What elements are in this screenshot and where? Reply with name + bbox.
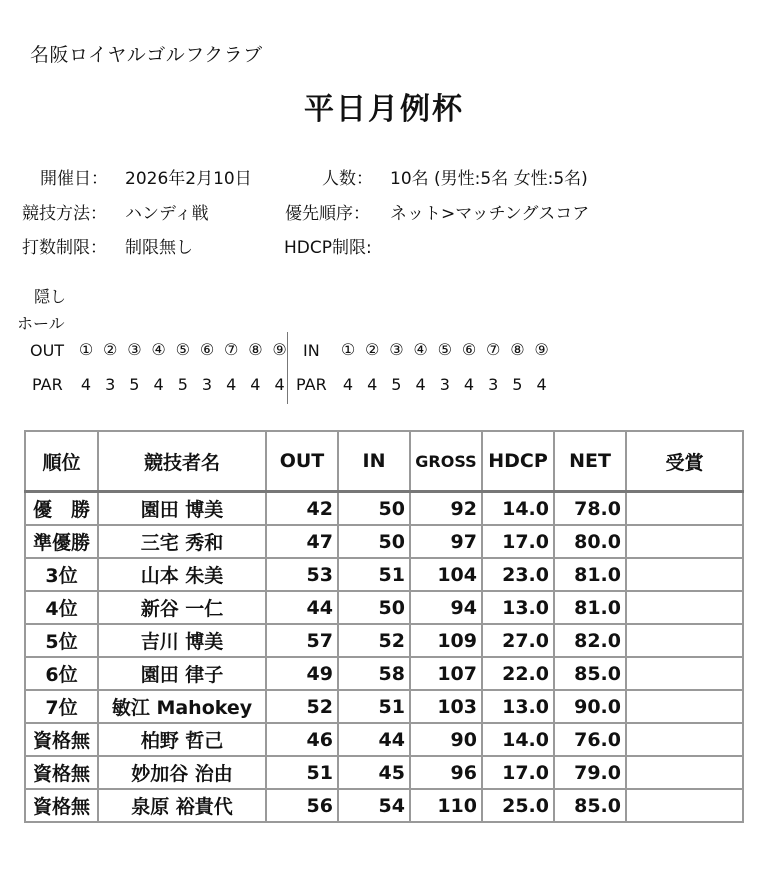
cell-net: 81.0 (554, 558, 626, 591)
out-hole-1: ① (78, 340, 94, 359)
cell-gross: 107 (410, 657, 482, 690)
in-par-9: 4 (536, 375, 547, 394)
col-award: 受賞 (626, 431, 743, 492)
hidden-hole-label-2: ホール (17, 314, 65, 333)
cell-name: 三宅 秀和 (98, 525, 266, 558)
col-out: OUT (266, 431, 338, 492)
cell-hdcp: 23.0 (482, 558, 554, 591)
cell-in: 50 (338, 591, 410, 624)
out-hole-5: ⑤ (175, 340, 190, 359)
in-par-6: 4 (463, 375, 475, 394)
cell-award (626, 723, 743, 756)
cell-gross: 97 (410, 525, 482, 558)
cell-net: 82.0 (554, 624, 626, 657)
cell-gross: 92 (410, 492, 482, 526)
out-par-9: 4 (274, 375, 285, 394)
out-par-8: 4 (250, 375, 261, 394)
cell-award (626, 591, 743, 624)
cell-award (626, 558, 743, 591)
cell-rank: 資格無 (25, 756, 98, 789)
in-hole-7: ⑦ (486, 340, 501, 359)
cell-gross: 104 (410, 558, 482, 591)
out-hole-7: ⑦ (224, 340, 239, 359)
cell-hdcp: 13.0 (482, 690, 554, 723)
cell-award (626, 657, 743, 690)
cell-hdcp: 17.0 (482, 525, 554, 558)
cell-rank: 準優勝 (25, 525, 98, 558)
cell-in: 51 (338, 558, 410, 591)
in-hole-4: ④ (413, 340, 428, 359)
table-row (25, 624, 743, 657)
in-hole-1: ① (340, 340, 356, 359)
in-hole-8: ⑧ (510, 340, 525, 359)
out-hole-8: ⑧ (248, 340, 263, 359)
cell-in: 52 (338, 624, 410, 657)
par-label-in: PAR (296, 375, 327, 394)
cell-in: 50 (338, 525, 410, 558)
priority-value: ネット>マッチングスコア (390, 204, 590, 224)
cell-out: 49 (266, 657, 338, 690)
in-label: IN (303, 341, 320, 360)
cell-hdcp: 13.0 (482, 591, 554, 624)
cell-hdcp: 14.0 (482, 723, 554, 756)
cell-name: 園田 律子 (98, 657, 266, 690)
count-label: 人数： (322, 169, 373, 189)
cell-rank: 7位 (25, 690, 98, 723)
out-hole-4: ④ (151, 340, 166, 359)
cell-name: 山本 朱美 (98, 558, 266, 591)
cell-hdcp: 25.0 (482, 789, 554, 822)
limit-value: 制限無し (125, 238, 193, 258)
cell-award (626, 492, 743, 526)
out-par-6: 3 (201, 375, 213, 394)
cell-out: 47 (266, 525, 338, 558)
col-gross: GROSS (410, 431, 482, 492)
cell-rank: 3位 (25, 558, 98, 591)
cell-gross: 90 (410, 723, 482, 756)
table-row (25, 558, 743, 591)
cell-in: 54 (338, 789, 410, 822)
in-par-7: 3 (488, 375, 499, 394)
cell-in: 51 (338, 690, 410, 723)
cell-gross: 94 (410, 591, 482, 624)
cell-out: 53 (266, 558, 338, 591)
cell-out: 42 (266, 492, 338, 526)
cell-hdcp: 22.0 (482, 657, 554, 690)
method-label: 競技方法： (22, 204, 107, 224)
cell-award (626, 624, 743, 657)
table-row (25, 690, 743, 723)
cell-out: 56 (266, 789, 338, 822)
date-label: 開催日： (40, 169, 108, 189)
out-hole-6: ⑥ (199, 340, 215, 359)
cell-out: 57 (266, 624, 338, 657)
out-hole-2: ② (103, 340, 118, 359)
out-label: OUT (30, 341, 65, 360)
col-net: NET (554, 431, 626, 492)
in-par-2: 4 (367, 375, 378, 394)
in-hole-3: ③ (389, 340, 404, 359)
cell-net: 78.0 (554, 492, 626, 526)
cell-gross: 96 (410, 756, 482, 789)
cell-in: 45 (338, 756, 410, 789)
hole-divider (287, 332, 288, 404)
cell-net: 80.0 (554, 525, 626, 558)
cell-name: 妙加谷 治由 (98, 756, 266, 789)
cell-award (626, 525, 743, 558)
col-hdcp: HDCP (482, 431, 554, 492)
cell-in: 50 (338, 492, 410, 526)
col-rank: 順位 (25, 431, 98, 492)
cell-name: 敏江 Mahokey (98, 690, 266, 723)
table-row (25, 789, 743, 822)
cell-net: 79.0 (554, 756, 626, 789)
method-value: ハンディ戦 (125, 204, 209, 224)
cell-award (626, 756, 743, 789)
out-par-7: 4 (226, 375, 237, 394)
table-row (25, 756, 743, 789)
in-par-5: 3 (439, 375, 450, 394)
col-in: IN (338, 431, 410, 492)
cell-out: 44 (266, 591, 338, 624)
results-table (24, 430, 744, 823)
in-hole-5: ⑤ (437, 340, 452, 359)
out-hole-3: ③ (127, 340, 142, 359)
out-par-3: 5 (129, 375, 140, 394)
in-par-3: 5 (391, 375, 402, 394)
out-hole-9: ⑨ (272, 340, 287, 359)
cell-out: 51 (266, 756, 338, 789)
club-name: 名阪ロイヤルゴルフクラブ (30, 44, 263, 66)
in-hole-9: ⑨ (534, 340, 549, 359)
cell-rank: 資格無 (25, 789, 98, 822)
cell-net: 76.0 (554, 723, 626, 756)
cell-out: 46 (266, 723, 338, 756)
cell-gross: 110 (410, 789, 482, 822)
cell-name: 園田 博美 (98, 492, 266, 526)
cell-gross: 103 (410, 690, 482, 723)
cell-rank: 5位 (25, 624, 98, 657)
hidden-hole-label-1: 隠し (34, 287, 67, 306)
cell-in: 58 (338, 657, 410, 690)
cell-hdcp: 27.0 (482, 624, 554, 657)
cell-rank: 4位 (25, 591, 98, 624)
cell-hdcp: 17.0 (482, 756, 554, 789)
table-row (25, 591, 743, 624)
cell-gross: 109 (410, 624, 482, 657)
out-par-4: 4 (153, 375, 164, 394)
count-value: 10名 (男性:5名 女性:5名) (390, 169, 588, 189)
cell-hdcp: 14.0 (482, 492, 554, 526)
cell-out: 52 (266, 690, 338, 723)
in-par-4: 4 (415, 375, 426, 394)
limit-label: 打数制限： (22, 238, 107, 258)
cell-net: 81.0 (554, 591, 626, 624)
priority-label: 優先順序： (285, 204, 370, 224)
in-hole-2: ② (365, 340, 380, 359)
cell-award (626, 690, 743, 723)
date-value: 2026年2月10日 (125, 169, 252, 189)
par-label-out: PAR (32, 375, 63, 394)
col-name: 競技者名 (98, 431, 266, 492)
cell-net: 85.0 (554, 657, 626, 690)
cell-name: 泉原 裕貴代 (98, 789, 266, 822)
cell-name: 柏野 哲己 (98, 723, 266, 756)
in-par-1: 4 (342, 375, 354, 394)
cell-award (626, 789, 743, 822)
table-row (25, 492, 743, 526)
out-par-1: 4 (80, 375, 92, 394)
table-row (25, 657, 743, 690)
table-row (25, 723, 743, 756)
cell-rank: 優 勝 (25, 492, 98, 526)
cell-net: 85.0 (554, 789, 626, 822)
hdcp-limit-label: HDCP制限: (284, 238, 372, 258)
cell-rank: 6位 (25, 657, 98, 690)
cell-name: 新谷 一仁 (98, 591, 266, 624)
out-par-5: 5 (177, 375, 188, 394)
page-title: 平日月例杯 (304, 92, 464, 127)
cell-rank: 資格無 (25, 723, 98, 756)
cell-in: 44 (338, 723, 410, 756)
out-par-2: 3 (105, 375, 116, 394)
in-par-8: 5 (512, 375, 523, 394)
table-row (25, 525, 743, 558)
in-hole-6: ⑥ (461, 340, 477, 359)
cell-name: 吉川 博美 (98, 624, 266, 657)
cell-net: 90.0 (554, 690, 626, 723)
